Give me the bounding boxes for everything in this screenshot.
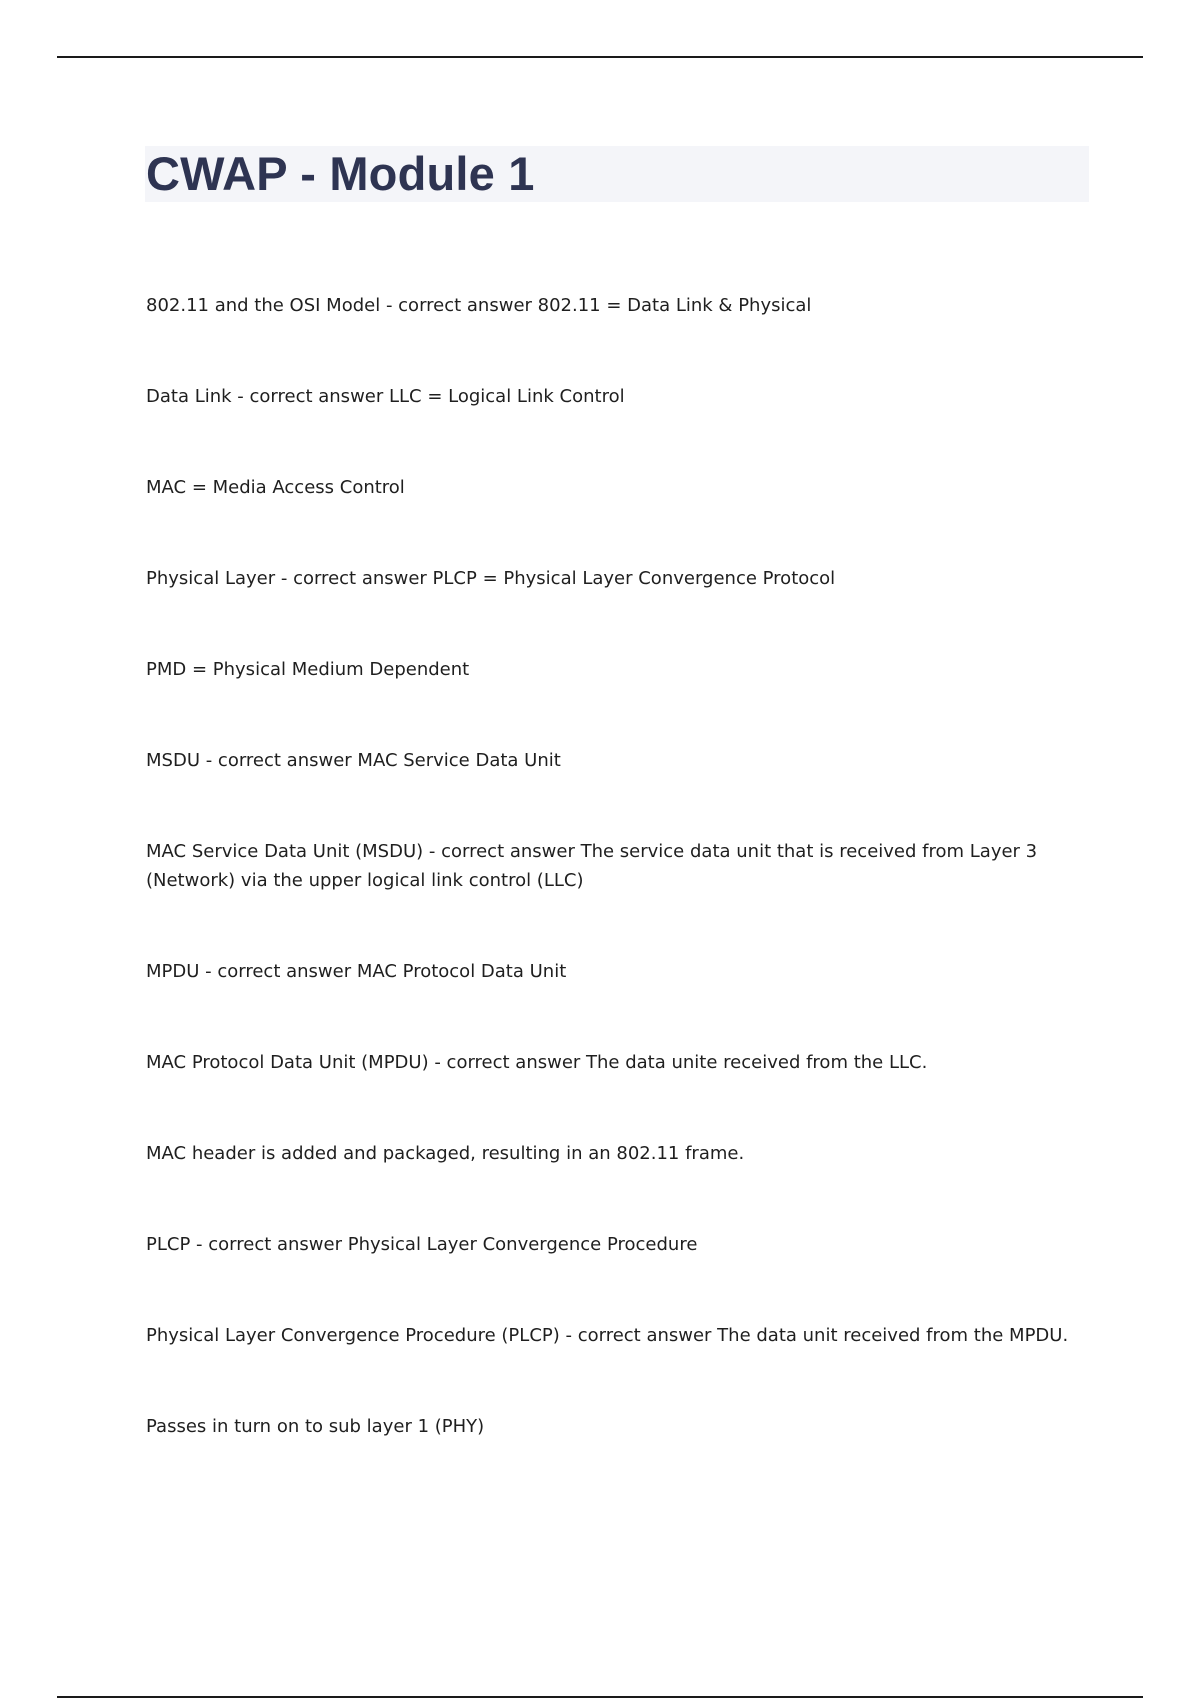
entry-9: MAC Protocol Data Unit (MPDU) - correct answer The data unite received from the LLC.: [146, 1052, 928, 1073]
document-title: CWAP - Module 1: [146, 147, 535, 200]
entry-7: MAC Service Data Unit (MSDU) - correct answer The service data unit that is received from Layer 3 (Network) via the upper logical link control (LLC): [146, 841, 1038, 891]
entry-12: Physical Layer Convergence Procedure (PLCP) - correct answer The data unit received from the MPDU.: [146, 1325, 1069, 1346]
entry-4: Physical Layer - correct answer PLCP = Physical Layer Convergence Protocol: [146, 568, 836, 589]
footer-rule: [57, 1696, 1143, 1698]
entry-11: PLCP - correct answer Physical Layer Convergence Procedure: [146, 1234, 698, 1255]
entry-5: PMD = Physical Medium Dependent: [146, 659, 470, 680]
entry-10: MAC header is added and packaged, resulting in an 802.11 frame.: [146, 1143, 745, 1164]
entry-13: Passes in turn on to sub layer 1 (PHY): [146, 1416, 485, 1437]
entry-8: MPDU - correct answer MAC Protocol Data Unit: [146, 961, 567, 982]
header-rule: [57, 56, 1143, 58]
entry-2: Data Link - correct answer LLC = Logical Link Control: [146, 386, 625, 407]
entry-1: 802.11 and the OSI Model - correct answer 802.11 = Data Link & Physical: [146, 295, 812, 316]
entry-3: MAC = Media Access Control: [146, 477, 405, 498]
entry-list: [146, 291, 1096, 1503]
entry-6: MSDU - correct answer MAC Service Data Unit: [146, 750, 561, 771]
